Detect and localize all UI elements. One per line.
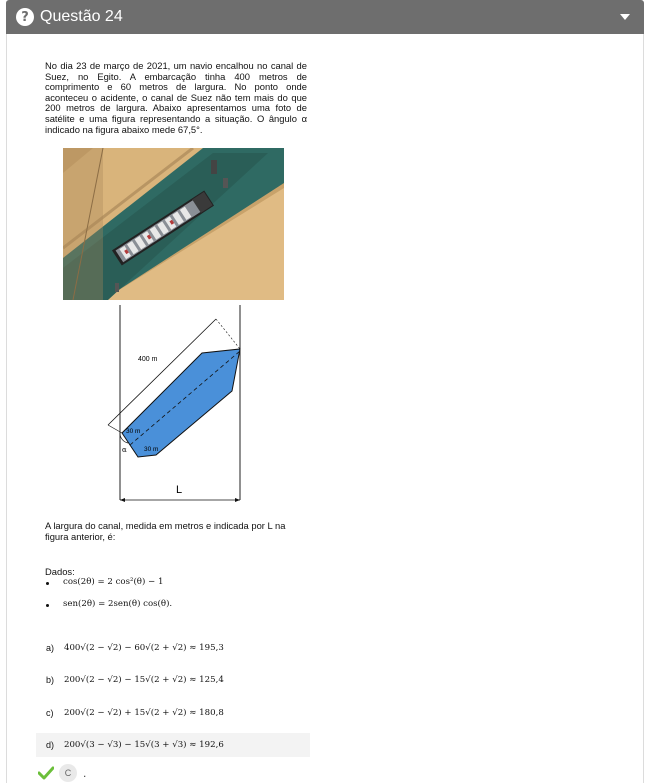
bullet: [46, 582, 49, 585]
option-d[interactable]: [36, 733, 310, 757]
ship-diagram: [100, 305, 260, 505]
answer-suffix: .: [83, 766, 87, 780]
question-header[interactable]: [6, 0, 644, 34]
option-expression: 400√(2 − √2) − 60√(2 + √2) ≈ 195,3: [64, 643, 224, 653]
satellite-photo: [63, 148, 284, 300]
answer-badge: C: [59, 764, 77, 782]
bullet: [46, 604, 49, 607]
chevron-down-icon[interactable]: [620, 14, 630, 20]
diagram-angle-label: α: [122, 446, 127, 454]
option-c[interactable]: [36, 701, 310, 725]
check-icon: [38, 766, 54, 780]
formula-cos: cos(2θ) = 2 cos²(θ) − 1: [63, 577, 164, 587]
formula-sen: sen(2θ) = 2sen(θ) cos(θ).: [63, 599, 173, 609]
diagram-width-label: L: [176, 484, 183, 496]
option-b[interactable]: [36, 668, 310, 692]
option-letter: c): [46, 708, 54, 718]
answer-feedback: [38, 764, 86, 782]
question-text: A largura do canal, medida em metros e indicada por L na figura anterior, é:: [45, 520, 286, 542]
question-title: Questão 24: [40, 8, 123, 25]
option-a[interactable]: [36, 636, 310, 660]
question-statement: No dia 23 de março de 2021, um navio encalhou no canal de Suez, no Egito. A embarcação tinha 400 metros de comprimento e 60 metros de largura. No ponto onde aconteceu o acidente, o canal de Suez não tem mais do que 200 metros de largura. Abaixo apresentamos uma foto de satélite e uma figura representando a situação. O ângulo α indicado na figura abaixo mede 67,5°.: [45, 60, 307, 135]
option-letter: b): [46, 675, 55, 685]
option-letter: d): [46, 740, 55, 750]
help-icon: ?: [16, 8, 34, 26]
option-expression: 200√(3 − √3) − 15√(3 + √3) ≈ 192,6: [64, 740, 224, 750]
diagram-side-label-2: 30 m: [144, 446, 159, 453]
option-expression: 200√(2 − √2) + 15√(2 + √2) ≈ 180,8: [64, 708, 224, 718]
diagram-length-label: 400 m: [138, 356, 158, 363]
option-expression: 200√(2 − √2) − 15√(2 + √2) ≈ 125,4: [64, 675, 224, 685]
dados-label: Dados:: [45, 566, 75, 577]
diagram-side-label-1: 30 m: [126, 428, 141, 435]
option-letter: a): [46, 643, 55, 653]
